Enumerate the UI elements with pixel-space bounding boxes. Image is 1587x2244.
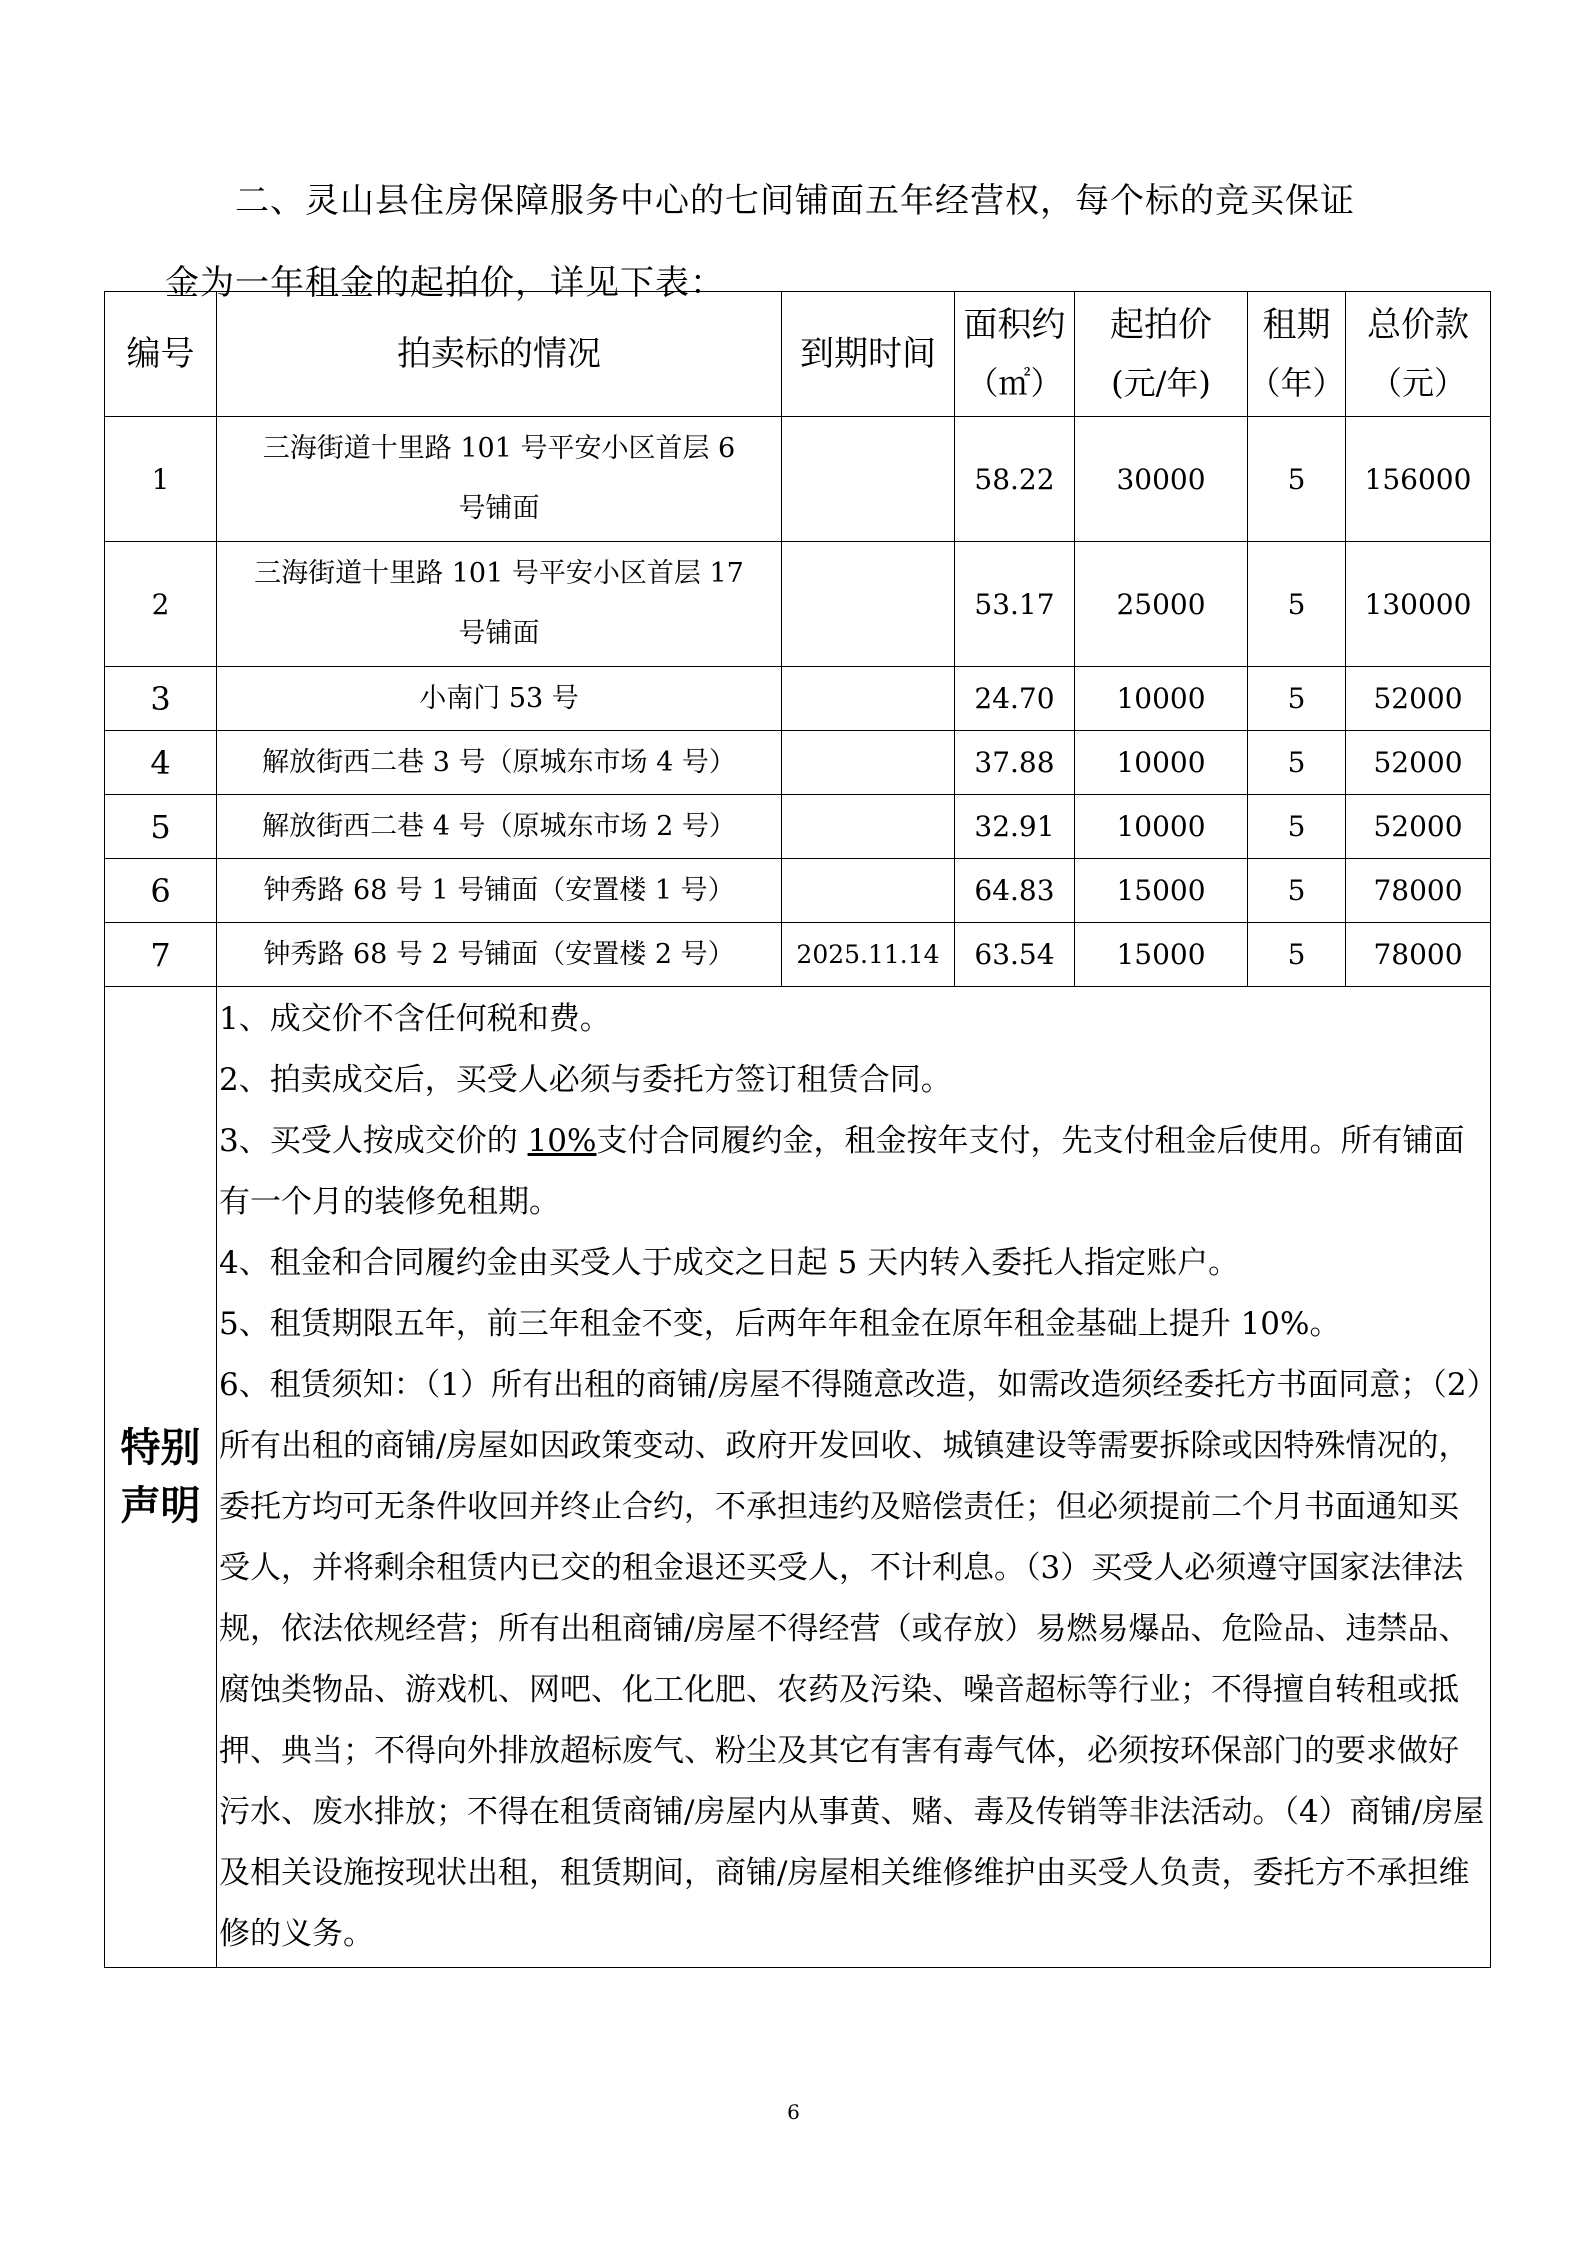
note-1: 1、成交价不含任何税和费。 (219, 1001, 611, 1037)
header-term (1248, 292, 1346, 417)
cell-desc-line-1: 三海街道十里路 101 号平安小区首层 6 (262, 433, 736, 464)
header-total-title: 总价款 (1367, 305, 1469, 345)
cell-total: 78000 (1346, 923, 1491, 987)
cell-due (782, 795, 955, 859)
note-5: 5、租赁期限五年，前三年租金不变，后两年年租金在原年租金基础上提升 10%。 (219, 1306, 1341, 1342)
header-total (1346, 292, 1491, 417)
table-row (105, 731, 1491, 795)
cell-desc: 钟秀路 68 号 2 号铺面（安置楼 2 号） (217, 923, 782, 987)
cell-total: 78000 (1346, 859, 1491, 923)
cell-desc-line-2: 号铺面 (458, 493, 540, 524)
cell-area: 53.17 (955, 542, 1075, 667)
table-row (105, 542, 1491, 667)
cell-due (782, 667, 955, 731)
notes-label (105, 987, 217, 1968)
cell-total: 52000 (1346, 667, 1491, 731)
table-row (105, 417, 1491, 542)
cell-due: 2025.11.14 (782, 923, 955, 987)
auction-table (104, 291, 1491, 1968)
cell-desc: 小南门 53 号 (217, 667, 782, 731)
cell-price: 15000 (1075, 923, 1248, 987)
header-price-title: 起拍价 (1110, 305, 1212, 345)
header-term-title: 租期 (1262, 305, 1331, 345)
note-3-part-a: 3、买受人按成交价的 (219, 1123, 528, 1159)
cell-term: 5 (1248, 859, 1346, 923)
header-area-unit: （㎡） (966, 364, 1063, 402)
cell-price: 15000 (1075, 859, 1248, 923)
header-price (1075, 292, 1248, 417)
cell-area: 63.54 (955, 923, 1075, 987)
cell-id: 3 (105, 667, 217, 731)
cell-id: 6 (105, 859, 217, 923)
cell-desc (217, 417, 782, 542)
notes-row (105, 987, 1491, 1968)
cell-desc: 钟秀路 68 号 1 号铺面（安置楼 1 号） (217, 859, 782, 923)
cell-id: 7 (105, 923, 217, 987)
cell-price: 10000 (1075, 667, 1248, 731)
table-header-row (105, 292, 1491, 417)
cell-area: 37.88 (955, 731, 1075, 795)
cell-due (782, 731, 955, 795)
cell-desc-line-1: 三海街道十里路 101 号平安小区首层 17 (254, 558, 744, 589)
cell-term: 5 (1248, 795, 1346, 859)
cell-term: 5 (1248, 731, 1346, 795)
cell-area: 24.70 (955, 667, 1075, 731)
cell-total: 52000 (1346, 731, 1491, 795)
intro-line-2: 金为一年租金的起拍价，详见下表： (165, 263, 725, 303)
page-number: 6 (787, 2100, 800, 2124)
cell-total: 52000 (1346, 795, 1491, 859)
table-row (105, 795, 1491, 859)
header-area (955, 292, 1075, 417)
header-term-unit: （年） (1248, 364, 1345, 402)
cell-desc-line-2: 号铺面 (458, 618, 540, 649)
cell-term: 5 (1248, 417, 1346, 542)
cell-id: 5 (105, 795, 217, 859)
cell-id: 1 (105, 417, 217, 542)
header-desc: 拍卖标的情况 (217, 292, 782, 417)
header-due: 到期时间 (782, 292, 955, 417)
cell-due (782, 859, 955, 923)
table-row (105, 667, 1491, 731)
header-area-title: 面积约 (963, 305, 1066, 345)
note-2: 2、拍卖成交后，买受人必须与委托方签订租赁合同。 (219, 1062, 952, 1098)
header-id: 编号 (105, 292, 217, 417)
notes-label-line-1: 特别 (120, 1424, 201, 1471)
cell-due (782, 417, 955, 542)
table-row (105, 923, 1491, 987)
cell-term: 5 (1248, 923, 1346, 987)
cell-desc (217, 542, 782, 667)
cell-area: 58.22 (955, 417, 1075, 542)
cell-area: 32.91 (955, 795, 1075, 859)
intro-line-1: 二、灵山县住房保障服务中心的七间铺面五年经营权，每个标的竞买保证 (235, 181, 1355, 221)
cell-id: 2 (105, 542, 217, 667)
notes-content (217, 987, 1491, 1968)
cell-desc: 解放街西二巷 4 号（原城东市场 2 号） (217, 795, 782, 859)
cell-term: 5 (1248, 667, 1346, 731)
cell-area: 64.83 (955, 859, 1075, 923)
header-total-unit: （元） (1369, 364, 1466, 402)
cell-desc: 解放街西二巷 3 号（原城东市场 4 号） (217, 731, 782, 795)
note-3 (219, 1111, 1488, 1233)
cell-price: 10000 (1075, 731, 1248, 795)
note-6: 6、租赁须知：（1）所有出租的商铺/房屋不得随意改造，如需改造须经委托方书面同意；（2）所有出租的商铺/房屋如因政策变动、政府开发回收、城镇建设等需要拆除或因特殊情况的，委托方均可无条件收回并终止合约，不承担违约及赔偿责任；但必须提前二个月书面通知买受人，并将剩余租赁内已交的租金退还买受人，不计利息。（3）买受人必须遵守国家法律法规，依法依规经营；所有出租商铺/房屋不得经营（或存放）易燃易爆品、危险品、违禁品、腐蚀类物品、游戏机、网吧、化工化肥、农药及污染、噪音超标等行业；不得擅自转租或抵押、典当；不得向外排放超标废气、粉尘及其它有害有毒气体，必须按环保部门的要求做好污水、废水排放；不得在租赁商铺/房屋内从事黄、赌、毒及传销等非法活动。（4）商铺/房屋及相关设施按现状出租，租赁期间，商铺/房屋相关维修维护由买受人负责，委托方不承担维修的义务。 (219, 1367, 1485, 1952)
note-3-percent: 10% (527, 1123, 597, 1159)
notes-label-line-2: 声明 (120, 1482, 201, 1529)
cell-term: 5 (1248, 542, 1346, 667)
cell-price: 25000 (1075, 542, 1248, 667)
cell-due (782, 542, 955, 667)
note-3-part-b: 支付合同履约金，租金按年支付，先支付租金后使用。所有铺面有一个月的装修免租期。 (219, 1123, 1465, 1220)
cell-id: 4 (105, 731, 217, 795)
header-price-unit: (元/年) (1111, 364, 1211, 402)
cell-price: 30000 (1075, 417, 1248, 542)
cell-price: 10000 (1075, 795, 1248, 859)
table-row (105, 859, 1491, 923)
cell-total: 130000 (1346, 542, 1491, 667)
cell-total: 156000 (1346, 417, 1491, 542)
note-4: 4、租金和合同履约金由买受人于成交之日起 5 天内转入委托人指定账户。 (219, 1245, 1240, 1281)
